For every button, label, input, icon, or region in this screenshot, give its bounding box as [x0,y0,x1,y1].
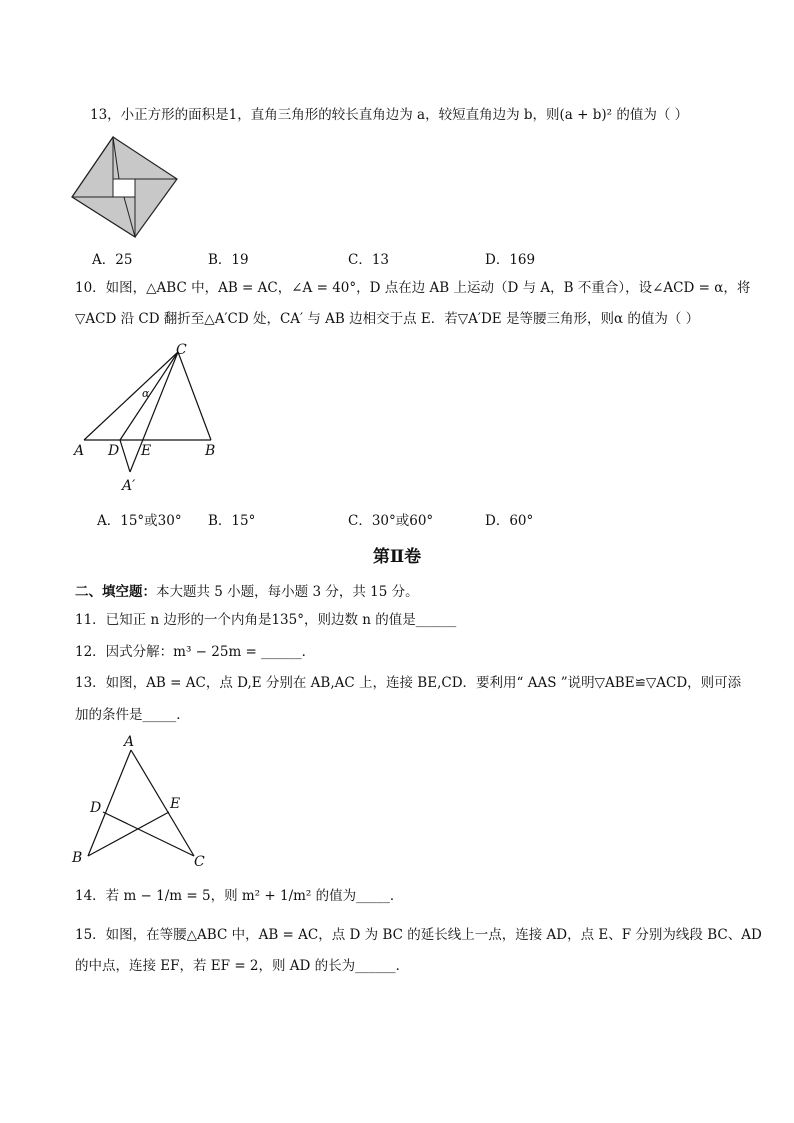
question-13b-line1: 13．如图，AB = AC，点 D,E 分别在 AB,AC 上，连接 BE,CD．要利用“ AAS ”说明▽ABE≌▽ACD，则可添 [75,675,742,691]
question-13-text: 13，小正方形的面积是1，直角三角形的较长直角边为 a，较短直角边为 b，则(a + b)² 的值为（ ） [90,107,689,123]
q13-option-a: A．25 [92,252,133,268]
question-15-line1: 15．如图，在等腰△ABC 中，AB = AC，点 D 为 BC 的延长线上一点，连接 AD，点 E、F 分别为线段 BC、AD [75,927,762,943]
section-description: 本大题共 5 小题，每小题 3 分，共 15 分。 [156,584,419,600]
q13-option-d: D．169 [485,252,536,268]
label-c: C [194,854,205,870]
q13-option-c: C．13 [348,252,390,268]
label-a: A [74,443,85,459]
question-13b-line2: 加的条件是_____． [75,707,190,723]
section-label: 二、填空题： [75,584,156,600]
label-alpha: α [142,387,150,400]
label-e: E [141,443,152,459]
label-d: D [108,443,120,459]
label-e: E [170,796,181,812]
label-c: C [176,342,187,358]
q13-option-b: B．19 [208,252,249,268]
pinwheel-square-figure [70,135,180,239]
question-12-text: 12．因式分解：m³ − 25m = ______． [75,644,316,660]
q10-option-d: D．60° [485,513,534,529]
question-14-text: 14．若 m − 1/m = 5，则 m² + 1/m² 的值为_____． [75,888,404,904]
question-11-text: 11．已知正 n 边形的一个内角是135°，则边数 n 的值是______ [75,612,457,628]
label-a-prime: A′ [122,478,136,494]
triangle-fold-figure [70,340,230,495]
q10-option-a: A．15°或30° [97,513,182,529]
question-15-line2: 的中点，连接 EF，若 EF = 2，则 AD 的长为______． [75,958,410,974]
question-10-line1: 10．如图，△ABC 中，AB = AC，∠A = 40°，D 点在边 AB 上运动（D 与 A，B 不重合），设∠ACD = α，将 [75,280,751,296]
isosceles-triangle-figure [70,730,215,870]
label-d: D [90,800,102,816]
q10-option-b: B．15° [208,513,256,529]
label-b: B [205,443,216,459]
question-10-line2: ▽ACD 沿 CD 翻折至△A′CD 处，CA′ 与 AB 边相交于点 E．若▽A′DE 是等腰三角形，则α 的值为（ ） [75,311,700,327]
q10-option-c: C．30°或60° [348,513,434,529]
label-b: B [72,850,83,866]
section-header [75,580,419,600]
label-a: A [124,734,135,750]
part-2-title: 第Ⅱ卷 [372,547,422,567]
